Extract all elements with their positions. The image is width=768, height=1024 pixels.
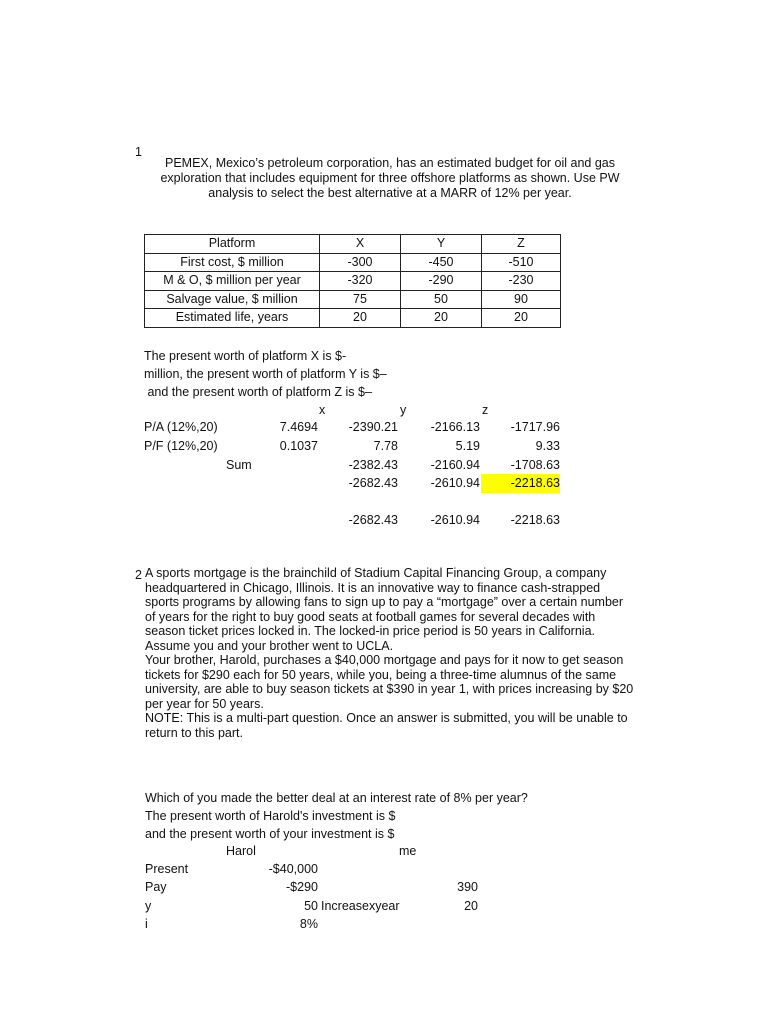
pay-harold-value: -$290 xyxy=(286,880,318,894)
final-x-value: -2682.43 xyxy=(348,513,398,527)
prompt-line: headquartered in Chicago, Illinois. It is an innovative way to finance cash-strapped xyxy=(145,580,601,595)
final-z-value: -2218.63 xyxy=(510,513,560,527)
prompt-line: per year for 50 years. xyxy=(145,696,264,711)
question-1-answer-text xyxy=(144,347,387,401)
table-header-row xyxy=(145,235,561,254)
question-2-prompt xyxy=(145,566,633,740)
calc-col-x-header: x xyxy=(319,403,326,417)
subquestion-line: The present worth of Harold's investment is $ xyxy=(145,809,396,823)
pf-y-value: 5.19 xyxy=(455,439,480,453)
increase-per-year-label: Increasexyear xyxy=(321,899,400,913)
table-header-cell: Platform xyxy=(145,235,320,254)
pa-x-value: -2390.21 xyxy=(348,420,398,434)
pay-me-value: 390 xyxy=(457,880,478,894)
pf-x-value: 7.78 xyxy=(373,439,398,453)
prompt-line: tickets for $290 each for 50 years, while you, being a three-time alumnus of the same xyxy=(145,667,617,682)
increase-me-value: 20 xyxy=(464,899,478,913)
sum-x-value: -2382.43 xyxy=(348,458,398,472)
total-y-value: -2610.94 xyxy=(430,476,480,490)
prompt-line: season ticket prices locked in. The locked-in price period is 50 years in California. xyxy=(145,624,595,638)
calc-col-z-header: z xyxy=(482,403,489,417)
table-cell: M & O, $ million per year xyxy=(145,272,320,291)
table-header-cell: Z xyxy=(482,235,561,254)
pa-factor-label: P/A (12%,20) xyxy=(144,420,218,434)
table-cell: Salvage value, $ million xyxy=(145,290,320,309)
question-number-2: 2 xyxy=(135,568,142,582)
prompt-line: PEMEX, Mexico’s petroleum corporation, has an estimated budget for oil and gas xyxy=(164,156,615,170)
table-row xyxy=(145,272,561,291)
pf-factor-label: P/F (12%,20) xyxy=(144,439,218,453)
pf-z-value: 9.33 xyxy=(535,439,560,453)
table-cell: -300 xyxy=(320,253,401,272)
table-cell: First cost, $ million xyxy=(145,253,320,272)
present-label: Present xyxy=(145,862,189,876)
years-harold-value: 50 xyxy=(304,899,318,913)
prompt-line: return to this part. xyxy=(145,725,243,740)
prompt-line: A sports mortgage is the brainchild of Stadium Capital Financing Group, a company xyxy=(145,566,607,580)
prompt-line: sports programs by allowing fans to sign up to pay a “mortgage” over a certain number xyxy=(145,595,624,609)
question-number-1: 1 xyxy=(135,145,142,159)
sum-label: Sum xyxy=(226,458,252,472)
subquestion-line: and the present worth of your investment is $ xyxy=(145,827,395,841)
platform-budget-table xyxy=(144,234,561,328)
prompt-line: Your brother, Harold, purchases a $40,000 mortgage and pays for it now to get season xyxy=(145,653,624,667)
table-header-cell: X xyxy=(320,235,401,254)
pa-y-value: -2166.13 xyxy=(430,420,480,434)
total-x-value: -2682.43 xyxy=(348,476,398,490)
pa-factor-value: 7.4694 xyxy=(279,420,318,434)
table-cell: -230 xyxy=(482,272,561,291)
calc-col-y-header: y xyxy=(400,403,407,417)
prompt-line: exploration that includes equipment for three offshore platforms as shown. Use PW xyxy=(160,171,620,185)
answer-line: The present worth of platform X is $- xyxy=(144,349,347,363)
question-1-prompt xyxy=(140,156,640,201)
me-header: me xyxy=(399,844,417,858)
prompt-line: Assume you and your brother went to UCLA. xyxy=(145,638,394,653)
final-y-value: -2610.94 xyxy=(430,513,480,527)
prompt-line: university, are able to buy season tickets at $390 in year 1, with prices increasing by $20 xyxy=(145,682,634,696)
subquestion-line: Which of you made the better deal at an interest rate of 8% per year? xyxy=(145,791,528,805)
table-cell: 90 xyxy=(482,290,561,309)
table-cell: 20 xyxy=(401,309,482,328)
prompt-line: analysis to select the best alternative at a MARR of 12% per year. xyxy=(208,186,572,200)
pa-z-value: -1717.96 xyxy=(510,420,560,434)
years-label: y xyxy=(145,899,152,913)
answer-line: and the present worth of platform Z is $– xyxy=(144,385,372,399)
total-z-value-highlighted: -2218.63 xyxy=(481,474,560,493)
interest-value: 8% xyxy=(299,917,318,931)
table-header-cell: Y xyxy=(401,235,482,254)
table-row xyxy=(145,253,561,272)
pf-factor-value: 0.1037 xyxy=(279,439,318,453)
answer-line: million, the present worth of platform Y is $– xyxy=(144,367,387,381)
interest-label: i xyxy=(145,917,148,931)
sum-y-value: -2160.94 xyxy=(430,458,480,472)
table-row xyxy=(145,309,561,328)
present-harold-value: -$40,000 xyxy=(268,862,318,876)
table-cell: -510 xyxy=(482,253,561,272)
table-cell: -320 xyxy=(320,272,401,291)
sum-z-value: -1708.63 xyxy=(510,458,560,472)
prompt-line: of years for the right to buy good seats at football games for several decades with xyxy=(145,609,596,624)
harold-header: Harol xyxy=(226,844,256,858)
prompt-line: NOTE: This is a multi-part question. Once an answer is submitted, you will be unable to xyxy=(145,711,628,725)
table-cell: 20 xyxy=(320,309,401,328)
table-cell: -290 xyxy=(401,272,482,291)
table-cell: 75 xyxy=(320,290,401,309)
table-cell: Estimated life, years xyxy=(145,309,320,328)
question-2-subquestion xyxy=(145,789,528,843)
table-cell: -450 xyxy=(401,253,482,272)
table-cell: 50 xyxy=(401,290,482,309)
pay-label: Pay xyxy=(145,880,167,894)
table-row xyxy=(145,290,561,309)
table-cell: 20 xyxy=(482,309,561,328)
